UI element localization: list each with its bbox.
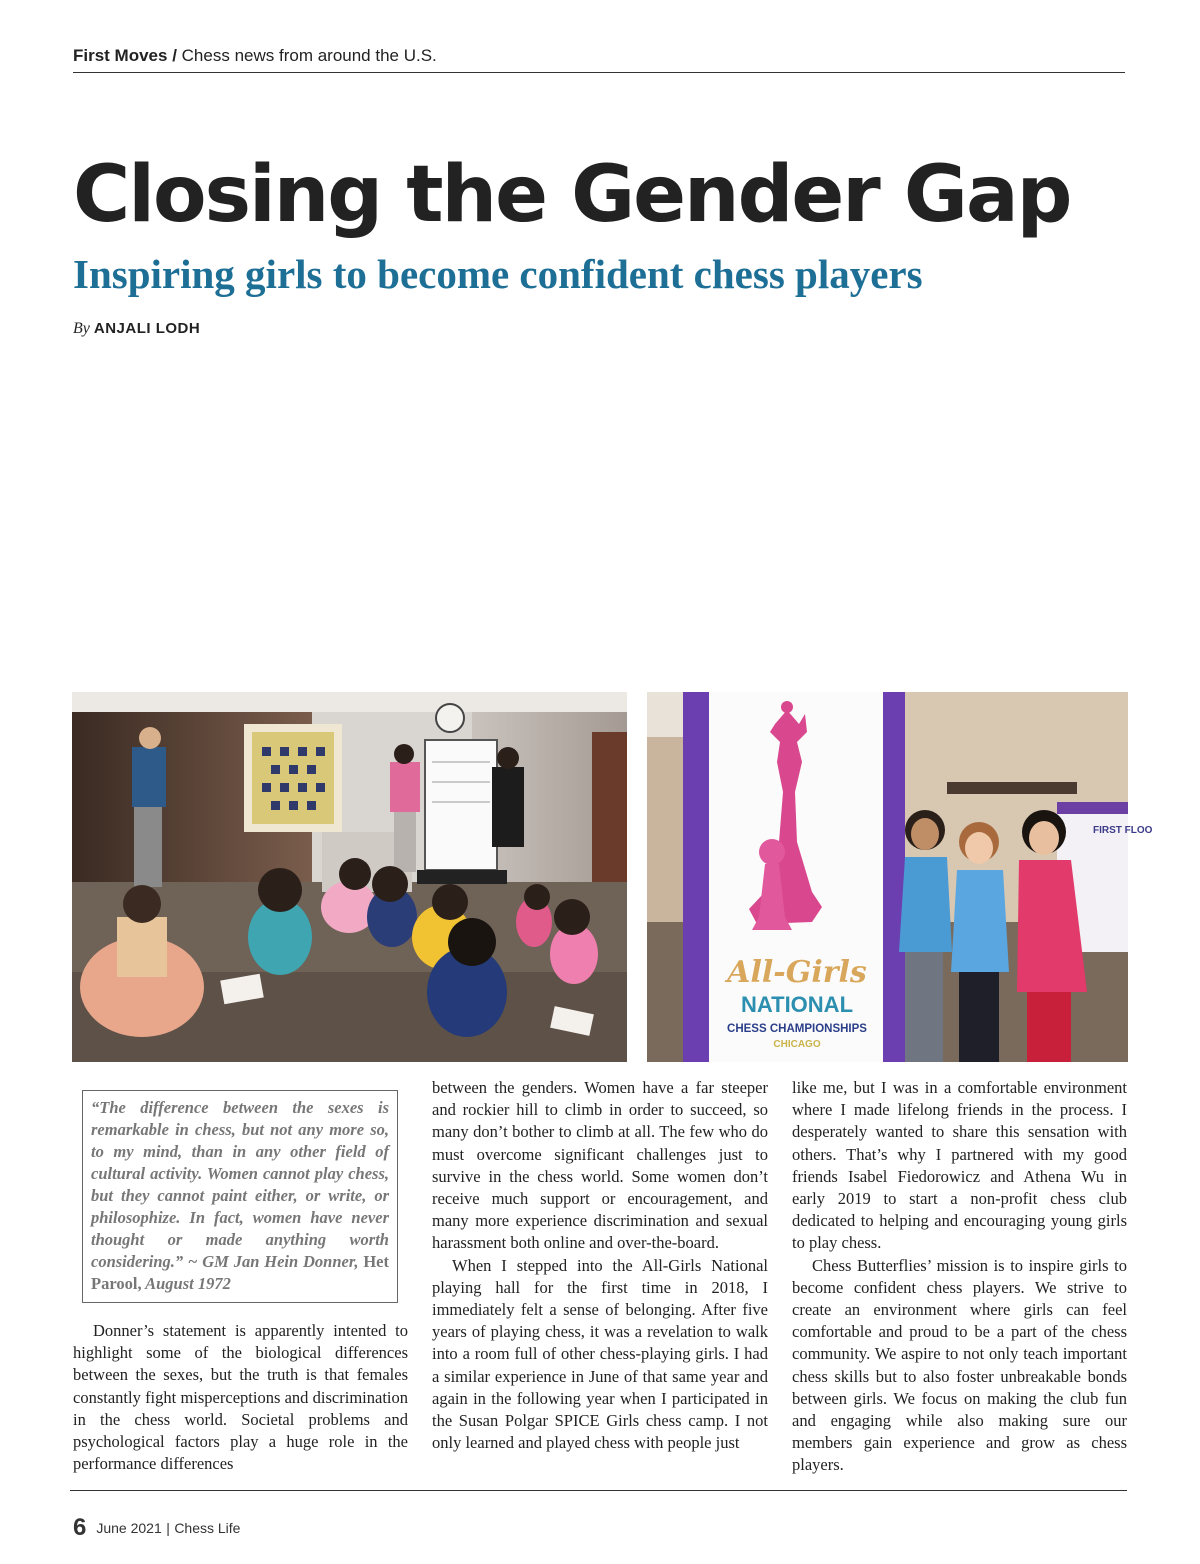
section-header bbox=[73, 46, 1125, 66]
banner-championships-text: CHESS CHAMPIONSHIPS bbox=[727, 1023, 867, 1035]
issue-date: June 2021 bbox=[96, 1520, 162, 1536]
header-rule bbox=[73, 72, 1125, 73]
byline bbox=[73, 320, 200, 338]
pullquote-text: “The difference between the sexes is remarkable in chess, but not any more so, to my mind, than in any other field of cultural activity. Women cannot play chess, but they cannot paint either, or write, or philosophize. In fact, women have never thought or made anything worth considering.” ~ GM Jan Hein Donner, bbox=[91, 1098, 389, 1271]
pullquote-date: August 1972 bbox=[145, 1274, 231, 1293]
page-number: 6 bbox=[73, 1514, 87, 1541]
body-paragraph: Chess Butterflies’ mission is to inspire girls to become confident chess players. We strive to create an environment where girls can feel comfortable and proud to be a part of the chess community. We aspire to not only teach important chess skills but to also foster unbreakable bonds between girls. We focus on making the club fun and engaging while also making sure our members gain experience and grow as chess players. bbox=[792, 1255, 1127, 1475]
body-paragraph: When I stepped into the All-Girls National playing hall for the first time in 2018, I immediately felt a sense of belonging. After five years of playing chess, it was a revelation to walk into a room full of other chess-playing girls. I had a similar experience in June of that same year and again in the following year when I participated in the Susan Polgar SPICE Girls chess camp. I not only learned and played chess with people just bbox=[432, 1255, 768, 1453]
section-label: First Moves / bbox=[73, 46, 177, 65]
body-paragraph: like me, but I was in a comfortable environment where I made lifelong friends in the process. I desperately wanted to share this sensation with others. That’s why I partnered with my good friends Isabel Fiedorowicz and Athena Wu in early 2019 to start a non-profit chess club dedicated to helping and encouraging young girls to play chess. bbox=[792, 1078, 1127, 1253]
pullquote-box bbox=[82, 1090, 398, 1303]
pullquote-source: Het Parool, bbox=[91, 1252, 389, 1293]
banner-all-girls-text: All-Girls bbox=[727, 955, 867, 990]
author-name: ANJALI LODH bbox=[93, 320, 201, 337]
article-subtitle: Inspiring girls to become confident chess players bbox=[73, 251, 923, 297]
section-tagline: Chess news from around the U.S. bbox=[181, 46, 437, 65]
article-title: Closing the Gender Gap bbox=[73, 150, 1071, 240]
banner-photo-illustration bbox=[647, 692, 1153, 1062]
page-footer bbox=[73, 1514, 240, 1542]
body-paragraph: between the genders. Women have a far steeper and rockier hill to climb in order to succeed, so many don’t bother to climb at all. The few who do must overcome significant challenges just to survive in the chess world. Some women don’t receive much support or encouragement, and many more experience discrimination and sexual harassment both online and over-the-board. bbox=[432, 1078, 768, 1253]
body-column-3 bbox=[792, 1077, 1127, 1477]
body-column-2 bbox=[432, 1077, 768, 1454]
footer-separator: | bbox=[166, 1520, 170, 1536]
body-paragraph: Donner’s statement is apparently intented to highlight some of the biological differences between the sexes, but the truth is that females constantly fight misperceptions and discrimination in the chess world. Societal problems and psychological factors play a huge role in the performance differences bbox=[73, 1321, 408, 1474]
footer-rule bbox=[70, 1490, 1127, 1491]
banner-photo bbox=[647, 692, 1153, 1062]
byline-prefix: By bbox=[73, 320, 90, 337]
banner-national-text: NATIONAL bbox=[740, 992, 854, 1017]
classroom-photo-illustration bbox=[72, 692, 627, 1062]
classroom-photo bbox=[72, 692, 627, 1062]
sign-text: FIRST FLOO bbox=[1093, 825, 1153, 836]
magazine-name: Chess Life bbox=[174, 1520, 241, 1536]
body-column-1 bbox=[73, 1320, 408, 1475]
banner-chicago-text: CHICAGO bbox=[773, 1039, 821, 1050]
